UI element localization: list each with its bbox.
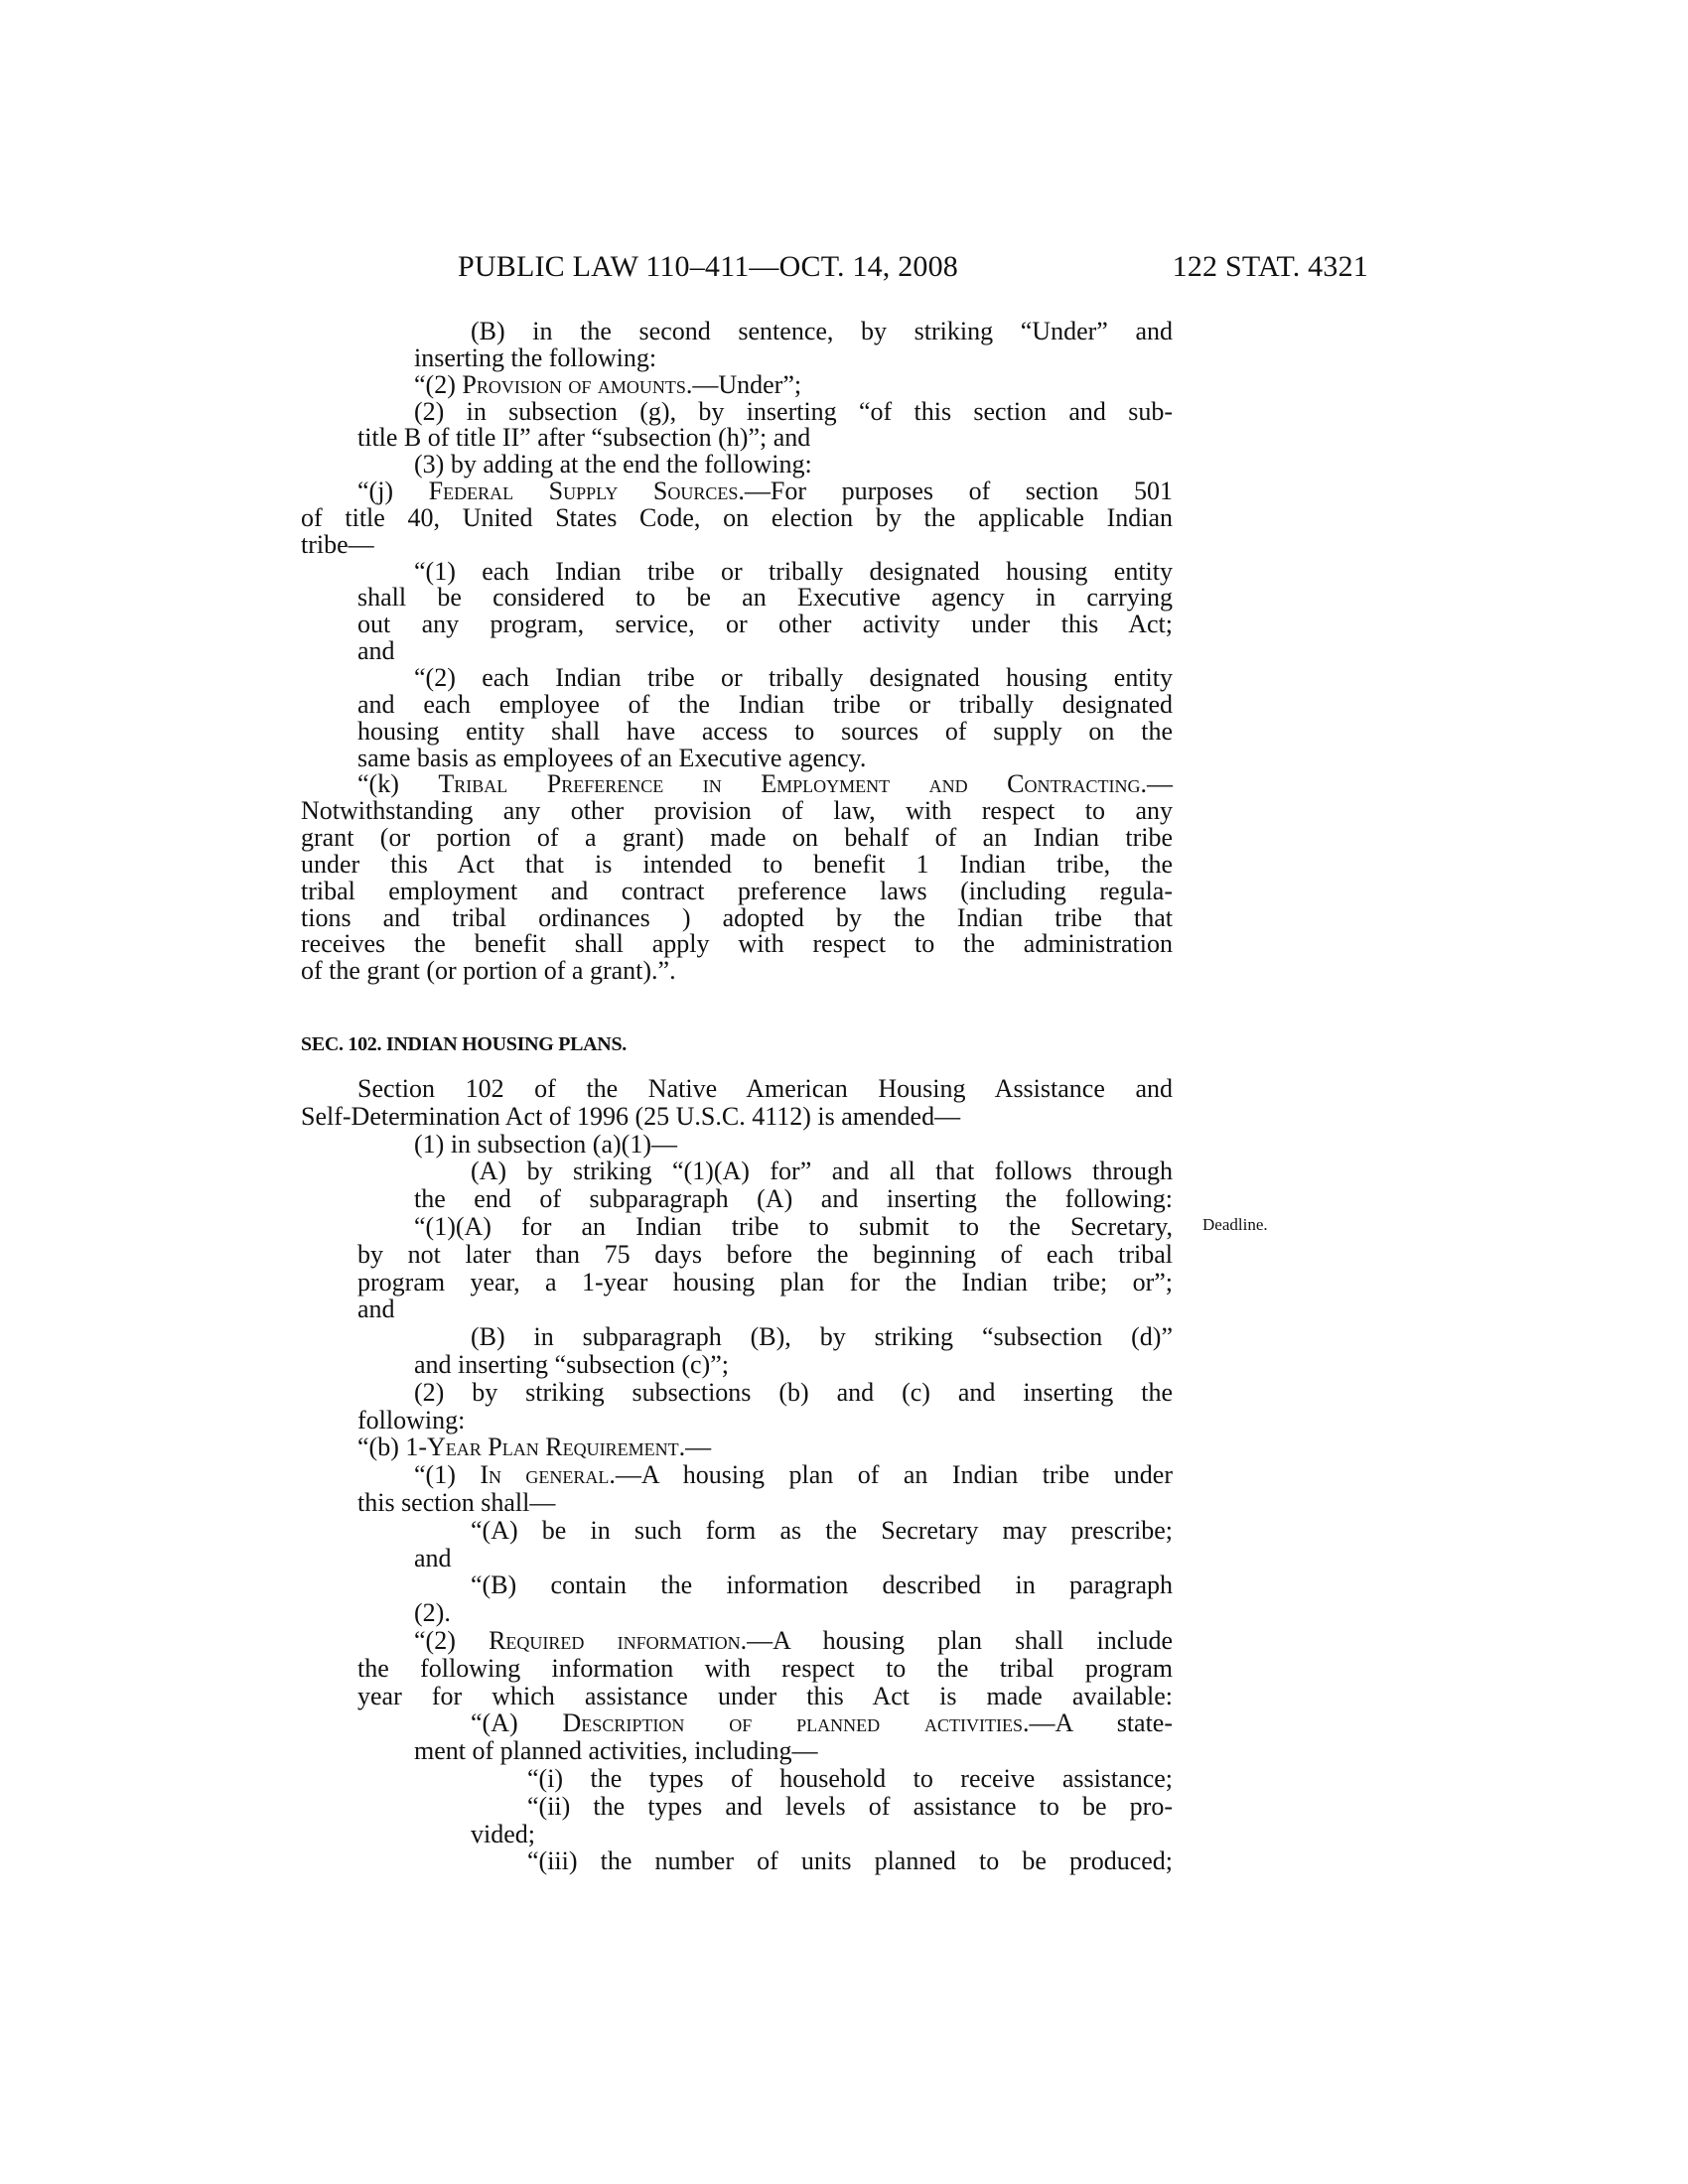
text-line: out any program, service, or other activity under this Act;: [357, 610, 1173, 639]
text-line: (1) in subsection (a)(1)—: [414, 1129, 677, 1159]
text-line: of the grant (or portion of a grant).”.: [301, 956, 676, 986]
text: —: [685, 1433, 712, 1462]
text-line: by not later than 75 days before the beginning of each tribal: [357, 1239, 1173, 1269]
small-caps-heading: Description of planned activities.: [562, 1708, 1030, 1738]
text: —: [1147, 769, 1173, 799]
text-line: of title 40, United States Code, on election by the applicable Indian: [301, 502, 1173, 532]
text-line: vided;: [471, 1819, 535, 1848]
text: —A state-: [1029, 1708, 1173, 1738]
text-line: housing entity shall have access to sources of supply on the: [357, 716, 1173, 746]
text-line: receives the benefit shall apply with respect to the administration: [301, 929, 1173, 959]
text-line: “(iii) the number of units planned to be produced;: [527, 1846, 1173, 1876]
text-line: [357, 771, 1173, 798]
text-line: [414, 369, 1173, 399]
text: “(1): [414, 1460, 481, 1490]
text-line: and inserting “subsection (c)”;: [414, 1349, 729, 1379]
text-line: tribal employment and contract preference laws (including regula-: [301, 876, 1173, 905]
text: “(k): [357, 769, 439, 799]
text-line: [357, 478, 1173, 505]
text-line: ment of planned activities, including—: [414, 1736, 818, 1766]
text-line: “(2) each Indian tribe or tribally designated housing entity: [414, 662, 1173, 692]
text-block-sec-101: [0, 319, 1688, 985]
text-line: and: [414, 1543, 452, 1572]
text-line: grant (or portion of a grant) made on behalf of an Indian tribe: [301, 823, 1173, 853]
text-line: “(B) contain the information described in paragraph: [471, 1570, 1173, 1600]
text: “(A): [471, 1708, 563, 1738]
text-line: Notwithstanding any other provision of law, with respect to any: [301, 796, 1173, 826]
text-line: and: [357, 636, 395, 666]
text: —A housing plan of an Indian tribe under: [615, 1460, 1173, 1490]
text: “(b) 1-: [357, 1433, 428, 1462]
text-line: inserting the following:: [414, 342, 657, 372]
small-caps-heading: Required information.: [489, 1625, 748, 1655]
text: —For purposes of section 501: [744, 477, 1173, 506]
text-line: and each employee of the Indian tribe or tribally designated: [357, 689, 1173, 719]
text-line: this section shall—: [357, 1487, 556, 1517]
text-block-sec-102: [0, 1075, 1688, 1875]
small-caps-heading: In general.: [480, 1460, 616, 1490]
text-line: (A) by striking “(1)(A) for” and all that follows through: [471, 1157, 1173, 1186]
text-line: (2).: [414, 1598, 451, 1628]
text-line: [414, 1461, 1173, 1489]
page-number: 122 STAT. 4321: [1172, 250, 1368, 283]
text-line: “(1) each Indian tribe or tribally designated housing entity: [414, 556, 1173, 586]
text-line: under this Act that is intended to benefit 1 Indian tribe, the: [301, 849, 1173, 879]
text: —Under”;: [692, 369, 802, 399]
margin-note: Deadline.: [1202, 1215, 1268, 1234]
text-line: following:: [357, 1405, 466, 1434]
text-line: (2) in subsection (g), by inserting “of this section and sub-: [414, 396, 1173, 426]
text: “(2): [414, 1625, 490, 1655]
text-line: (B) in the second sentence, by striking “Under” and: [471, 317, 1173, 345]
text-line: [471, 1709, 1173, 1737]
text-line: the following information with respect to the tribal program: [357, 1653, 1173, 1683]
text-line: (2) by striking subsections (b) and (c) and inserting the: [414, 1377, 1173, 1407]
text-line: program year, a 1-year housing plan for the Indian tribe; or”;: [357, 1267, 1173, 1297]
small-caps-heading: Federal Supply Sources.: [428, 477, 745, 506]
small-caps-heading: Provision of amounts.: [462, 369, 693, 399]
running-header-title: PUBLIC LAW 110–411—OCT. 14, 2008: [458, 250, 958, 283]
text-line: Self-Determination Act of 1996 (25 U.S.C. 4112) is amended—: [301, 1101, 961, 1131]
text-line: the end of subparagraph (A) and inserting the following:: [414, 1184, 1173, 1214]
text-line: and: [357, 1295, 395, 1324]
text: —A housing plan shall include: [747, 1625, 1173, 1655]
text-line: tions and tribal ordinances ) adopted by the Indian tribe that: [301, 902, 1173, 932]
text-line: [357, 1433, 1173, 1461]
small-caps-heading: Tribal Preference in Employment and Contracting.: [438, 769, 1147, 799]
text-line: “(i) the types of household to receive assistance;: [527, 1763, 1173, 1793]
text-line: title B of title II” after “subsection (h)”; and: [357, 423, 811, 453]
small-caps-heading: Year Plan Requirement.: [427, 1433, 686, 1462]
text-line: “(1)(A) for an Indian tribe to submit to the Secretary,: [414, 1211, 1173, 1241]
text: “(2): [414, 369, 463, 399]
text-line: (B) in subparagraph (B), by striking “subsection (d)”: [471, 1322, 1173, 1352]
text: “(j): [357, 477, 429, 506]
section-heading: SEC. 102. INDIAN HOUSING PLANS.: [301, 1033, 627, 1055]
text-line: Section 102 of the Native American Housing Assistance and: [357, 1074, 1173, 1103]
text-line: “(ii) the types and levels of assistance to be pro-: [527, 1791, 1173, 1821]
text-line: year for which assistance under this Act is made available:: [357, 1681, 1173, 1710]
text-line: “(A) be in such form as the Secretary may prescribe;: [471, 1515, 1173, 1545]
text-line: [414, 1627, 1173, 1655]
text-line: tribe—: [301, 529, 374, 559]
text-line: shall be considered to be an Executive agency in carrying: [357, 583, 1173, 613]
text-line: same basis as employees of an Executive agency.: [357, 743, 867, 772]
text-line: (3) by adding at the end the following:: [414, 450, 812, 479]
